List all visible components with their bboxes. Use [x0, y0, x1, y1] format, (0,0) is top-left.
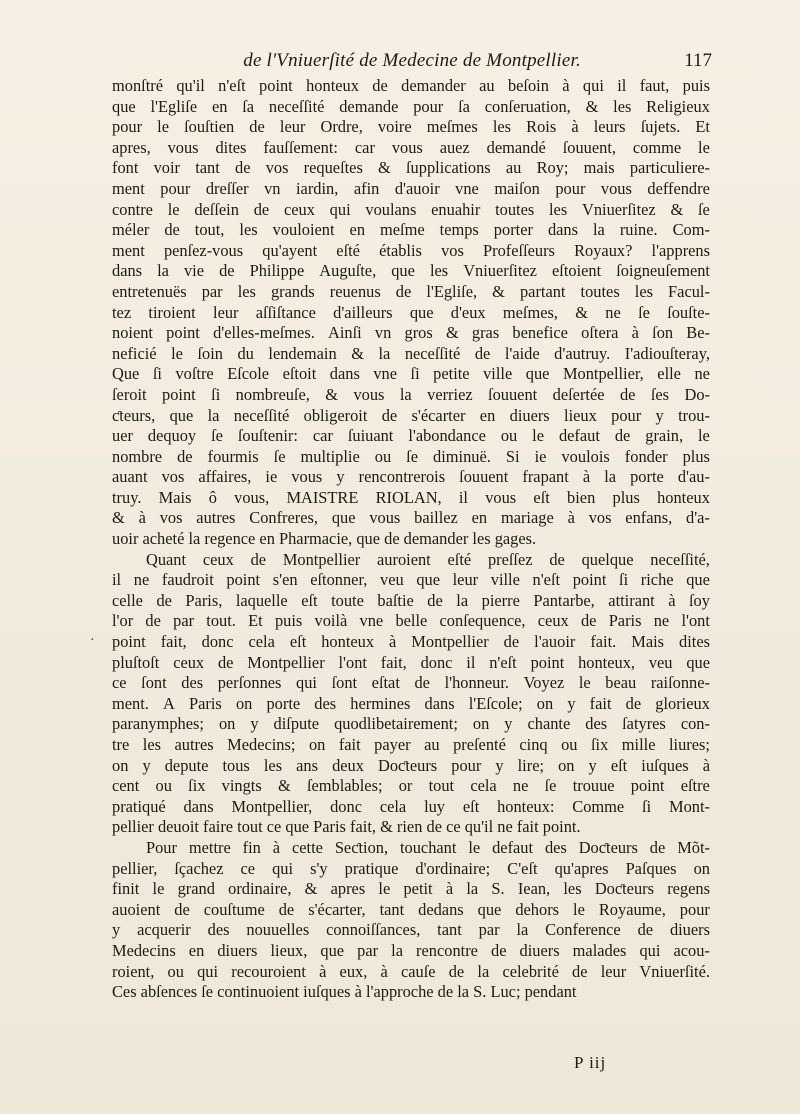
text-line: nombre de fourmis ſe multiplie ou ſe diminuë. Si ie voulois fonder plus — [112, 446, 710, 466]
text-line: ment penſez-vous qu'ayent eſté établis vos Profeſſeurs Royaux? l'apprens — [112, 240, 710, 260]
text-line: tre les autres Medecins; on fait payer au preſenté cinq ou ſix mille liures; — [112, 735, 710, 754]
text-line: celle de Paris, laquelle eſt toute baſtie de la pierre Pantarbe, attirant à ſoy — [112, 590, 710, 610]
text-line: finit le grand ordinaire, & apres le petit à la S. Iean, les Doƈteurs regens — [112, 879, 710, 899]
text-line: Que ſi voſtre Eſcole eſtoit dans vne ſi petite ville que Montpellier, elle ne — [112, 364, 710, 384]
text-line: pellier deuoit faire tout ce que Paris fait, & rien de ce qu'il ne fait point. — [112, 817, 581, 837]
text-line: auant vos affaires, ie vous y rencontrerois ſouuent frapant à la porte d'au- — [112, 467, 710, 487]
text-line: on y depute tous les ans deux Doƈteurs pour y lire; on y eſt iuſques à — [112, 755, 710, 775]
text-line: il ne faudroit point s'en eſtonner, veu que leur ville n'eſt point ſi riche que — [112, 570, 710, 590]
text-line: contre le deſſein de ceux qui voulans enuahir toutes les Vniuerſitez & ſe — [112, 199, 710, 219]
text-line: pellier, ſçachez ce qui s'y pratique d'ordinaire; C'eſt qu'apres Paſques on — [112, 858, 710, 878]
running-header — [112, 50, 712, 76]
text-line: dans la vie de Philippe Auguſte, que les Vniuerſitez eſtoient ſoigneuſement — [112, 261, 710, 281]
text-line: uer dequoy ſe ſouſtenir: car ſuiuant l'abondance ou le defaut de grain, le — [112, 426, 710, 446]
text-line: l'or de par tout. Et puis voilà vne belle conſequence, ceux de Paris ne l'ont — [112, 611, 710, 631]
text-line: y acquerir des nouuelles connoiſſances, tant par la Conference de diuers — [112, 920, 710, 940]
text-line: pluſtoſt ceux de Montpellier l'ont fait, donc il n'eſt point honteux, veu que — [112, 652, 710, 672]
text-line: apres, vous dites fauſſement: car vous auez demandé ſouuent, comme le — [112, 137, 710, 157]
text-line: auoient de couſtume de s'écarter, tant dedans que dehors le Royaume, pour — [112, 899, 710, 919]
page-number: 117 — [684, 50, 712, 71]
text-line: Medecins en diuers lieux, que par la rencontre de diuers malades qui acou- — [112, 940, 710, 960]
text-line: ſeroit point ſi nombreuſe, & vous la verriez ſouuent deſertée de ſes Do- — [112, 384, 710, 404]
text-line: monſtré qu'il n'eſt point honteux de demander au beſoin à qui il faut, puis — [112, 76, 710, 95]
text-line: tez tiroient leur aſſiſtance d'ailleurs que d'eux meſmes, & ne ſe ſouſte- — [112, 302, 710, 322]
margin-mark: · — [90, 633, 95, 648]
paragraph — [112, 550, 710, 838]
text-line: neficié le ſoin du lendemain & la neceſſité de l'aide d'autruy. I'adiouſteray, — [112, 343, 710, 363]
paragraph — [112, 838, 710, 1003]
text-line: Quant ceux de Montpellier auroient eſté preſſez de quelque neceſſité, — [146, 549, 710, 569]
text-line: ce ſont des perſonnes qui ſont eſtat de l'honneur. Voyez le beau raiſonne- — [112, 673, 710, 693]
text-line: point fait, donc cela eſt honteux à Montpellier de l'auoir fait. Mais dites — [112, 632, 710, 652]
paragraph — [112, 76, 710, 550]
text-line: cent ou ſix vingts & ſemblables; or tout cela ne ſe trouue point eſtre — [112, 776, 710, 796]
text-line: roient, ou qui recouroient à eux, à cauſe de la celebrité de leur Vniuerſité. — [112, 961, 710, 981]
body-text — [112, 76, 710, 1003]
text-line: ƈteurs, que la neceſſité obligeroit de s'écarter en diuers lieux pour y trou- — [112, 405, 710, 425]
text-line: que l'Egliſe en ſa neceſſité demande pour ſa conſeruation, & les Religieux — [112, 96, 710, 116]
text-line: méler de tout, les vouloient en meſme temps porter dans la ruine. Com- — [112, 220, 710, 240]
text-line: truy. Mais ô vous, MAISTRE RIOLAN, il vous eſt bien plus honteux — [112, 487, 710, 507]
text-line: pour le ſouſtien de leur Ordre, voire meſmes les Rois à leurs ſujets. Et — [112, 117, 710, 137]
text-line: font voir tant de vos requeſtes & ſupplications au Roy; mais particuliere- — [112, 158, 710, 178]
signature-mark: P iij — [574, 1053, 607, 1072]
running-title: de l'Vniuerſité de Medecine de Montpellier. — [243, 50, 581, 71]
text-line: Pour mettre fin à cette Seƈtion, touchant le defaut des Doƈteurs de Mõt- — [146, 837, 710, 857]
text-line: pratiqué dans Montpellier, donc cela luy eſt honteux: Comme ſi Mont- — [112, 796, 710, 816]
text-line: uoir acheté la regence en Pharmacie, que de demander les gages. — [112, 529, 537, 549]
text-line: Ces abſences ſe continuoient iuſques à l'approche de la S. Luc; pendant — [112, 982, 577, 1002]
text-line: ment. A Paris on porte des hermines dans l'Eſcole; on y fait de glorieux — [112, 693, 710, 713]
text-line: entretenuës par les grands reuenus de l'Egliſe, & partant toutes les Facul- — [112, 281, 710, 301]
text-line: noient point d'elles-meſmes. Ainſi vn gros & gras benefice oſtera à ſon Be- — [112, 323, 710, 343]
text-line: paranymphes; on y diſpute quodlibetairement; on y chante des ſatyres con- — [112, 714, 710, 734]
text-line: ment pour dreſſer vn iardin, afin d'auoir vne maiſon pour vous deffendre — [112, 178, 710, 198]
text-line: & à vos autres Confreres, que vous baillez en mariage à vos enfans, d'a- — [112, 508, 710, 528]
